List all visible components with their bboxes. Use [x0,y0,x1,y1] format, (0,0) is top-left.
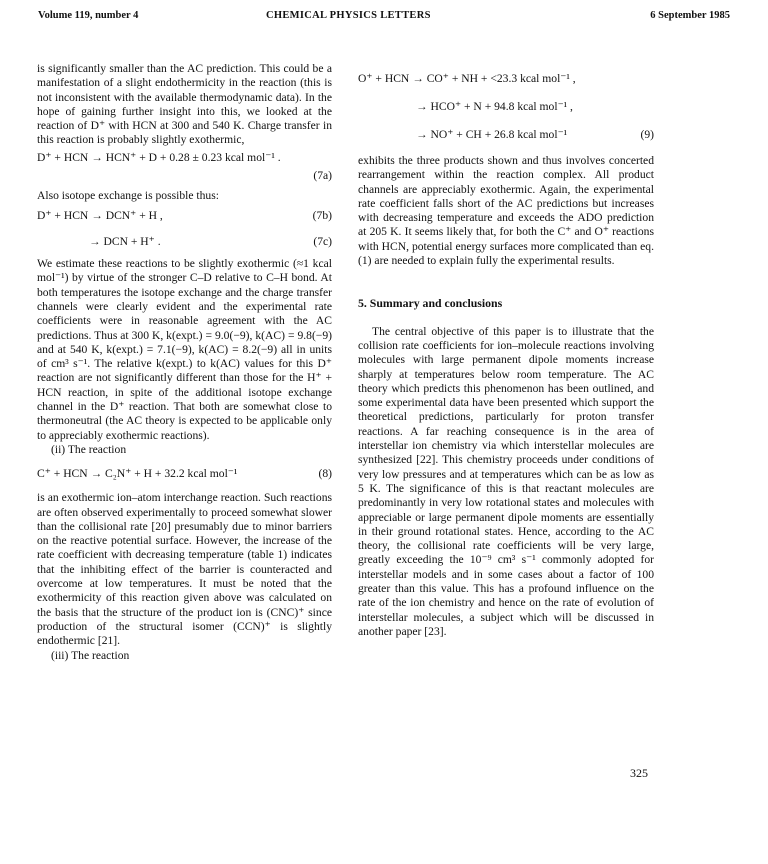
subheading: (iii) The reaction [51,648,130,662]
equation-7b [37,209,332,225]
equation-text: D⁺ + HCN → DCN⁺ + H , [37,209,163,223]
equation-text: → NO⁺ + CH + 26.8 kcal mol⁻¹ [416,128,568,141]
equation-number: (9) [640,128,654,141]
equation-9-line-3 [358,128,654,144]
paragraph: exhibits the three products shown and thus involves concerted rearrangement within the reaction complex. All product channels are appreciably exothermic. Again, the experimental rate coefficient falls short of the AC predictions but increases with decreasing temperature and exceeds the ADO prediction at 205 K. It seems likely that, for both the C⁺ and O⁺ reactions with HCN, potential energy surfaces more complicated than eq. (1) are needed to explain fully the experimental results. [358,154,654,268]
equation-7a [37,151,332,167]
equation-text: → DCN + H⁺ . [89,235,161,249]
equation-text: D⁺ + HCN → HCN⁺ + D + 0.28 ± 0.23 kcal mol⁻¹ . [37,150,281,164]
section-heading: 5. Summary and conclusions [358,296,503,311]
volume-label: Volume 119, number 4 [38,10,139,21]
equation-7c [37,235,332,251]
equation-number: (7a) [313,168,332,182]
paragraph: is an exothermic ion–atom interchange reaction. Such reactions are often observed experimentally to proceed somewhat slower than the collisional rate [20] presumably due to minor barriers on the reactive potential surface. However, the increase of the rate coefficient with decreasing temperature (table 1) indicates that the inhibiting effect of the barrier is counteracted and overcome at low temperatures. It must be noted that the exothermicity of this reaction given above was calculated on the basis that the structure of the product ion is (CNC)⁺ since production of the structural isomer (CCN)⁺ is slightly endothermic [21]. [37,491,332,648]
journal-title: CHEMICAL PHYSICS LETTERS [266,10,431,21]
running-header [38,10,730,26]
issue-date: 6 September 1985 [650,10,730,21]
equation-8 [37,467,332,483]
equation-text: → HCO⁺ + N + 94.8 kcal mol⁻¹ , [416,100,573,113]
equation-text: C⁺ + HCN → C₂N⁺ + H + 32.2 kcal mol⁻¹ [37,467,238,481]
equation-text: O⁺ + HCN → CO⁺ + NH + <23.3 kcal mol⁻¹ , [358,72,576,85]
paragraph: The central objective of this paper is to illustrate that the collision rate coefficients for ion–molecule reactions involving molecules with large permanent dipole moments increase sharply at temperatures below room temperature. The AC theory which predicts this phenomenon has been outlined, and some experimental data have been presented which support the theoretical predictions, particularly for proton transfer reactions. A far reaching consequence is in the area of interstellar ion chemistry via which interstellar molecules are synthesized [22]. This chemistry proceeds under conditions of very low pressures and at temperatures which can be as low as 5 K. The significance of this is that reactant molecules are predominantly in very low rotational states and molecules with appreciable or large permanent dipole moments are essentially in their ground rotational states. Hence, according to the AC theory, the collisional rate coefficients will be very large, greatly exceeding the 10⁻⁹ cm³ s⁻¹ commonly adopted for interstellar models and in some cases about a factor of 100 greater than this value. This has a profound influence on the rate of the ion chemistry and hence on the rate of evolution of interstellar molecules, a subject which will be discussed in another paper [23]. [358,324,654,638]
left-column [37,62,332,663]
paragraph: Also isotope exchange is possible thus: [37,188,219,202]
equation-number: (7c) [313,235,332,249]
right-column [358,70,654,639]
equation-number: (7b) [312,209,332,223]
page-number: 325 [630,766,648,780]
equation-number-row [37,169,332,184]
equation-number: (8) [318,467,332,481]
subheading: (ii) The reaction [51,442,127,456]
paragraph: We estimate these reactions to be slightly exothermic (≈1 kcal mol⁻¹) by virtue of the stronger C–D relative to C–H bond. At both temperatures the isotope exchange and the charge transfer channels were clearly evident and the experimental rate coefficients were in reasonable agreement with the AC predictions. Thus at 300 K, k(expt.) = 9.0(−9), k(AC) = 9.8(−9) and at 540 K, k(expt.) = 7.1(−9), k(AC) = 8.2(−9) all in units of cm³ s⁻¹. The relative k(expt.) to k(AC) values for this D⁺ reaction are not significantly different than those for the H⁺ + HCN reaction, in spite of the additional isotope exchange channel in the D⁺ reaction. That both are somewhat close to thermoneutral (the AC theory is expected to be applicable only to appreciably exothermic reactions). [37,257,332,442]
equation-9-line-1 [358,72,654,88]
equation-9-line-2 [358,100,654,116]
paragraph: is significantly smaller than the AC prediction. This could be a manifestation of a slight endothermicity in the reaction (this is not inconsistent with the available thermodynamic data). In the hope of gaining further insight into this, we looked at the reaction of D⁺ with HCN at 300 and 540 K. Charge transfer in this reaction is probably slightly exothermic, [37,62,332,147]
